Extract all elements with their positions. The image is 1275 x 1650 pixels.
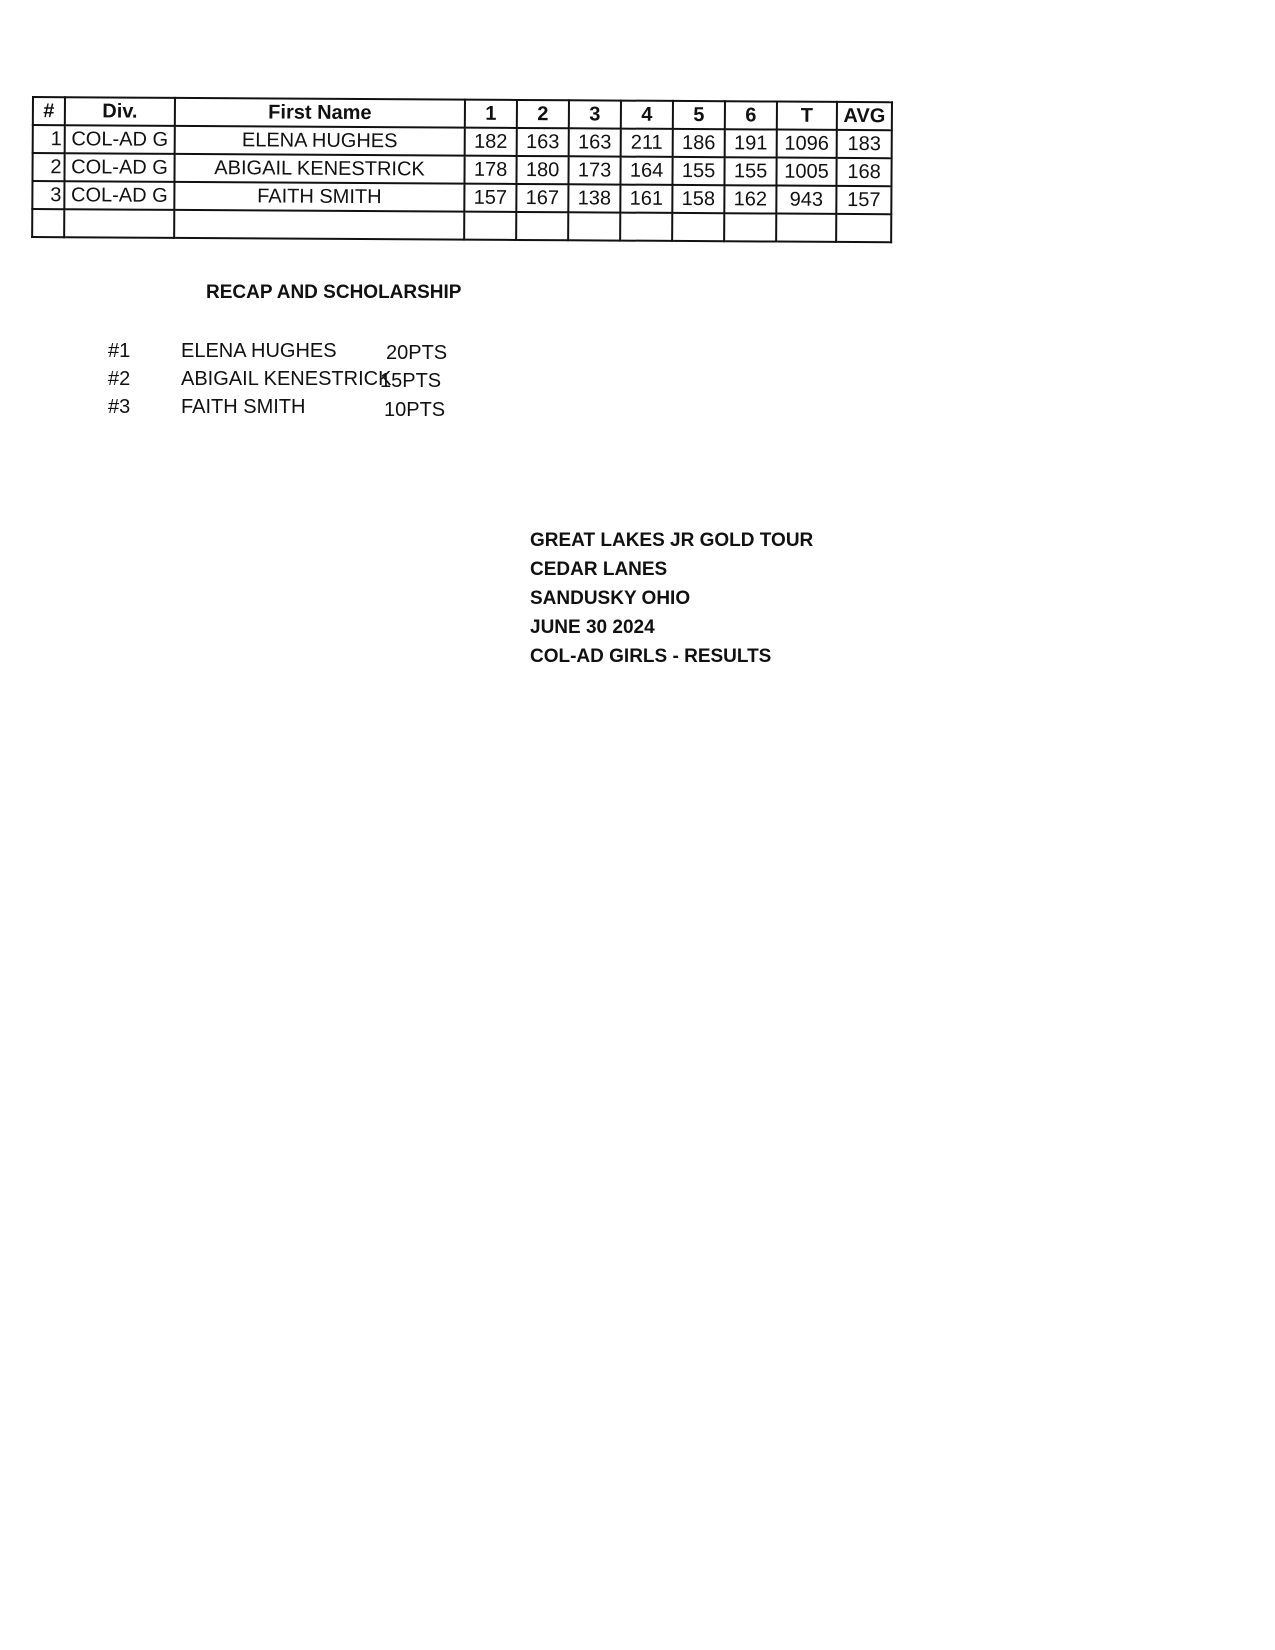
- cell-game-5: 158: [672, 185, 724, 213]
- cell-rank: 2: [32, 153, 64, 181]
- cell-empty: [724, 213, 776, 241]
- header-game-3: 3: [569, 100, 621, 128]
- cell-average: 168: [836, 158, 891, 186]
- recap-points: 15PTS: [380, 370, 442, 392]
- cell-game-4: 161: [620, 185, 672, 213]
- cell-game-6: 162: [724, 185, 776, 213]
- cell-game-2: 163: [517, 128, 569, 156]
- header-total: T: [777, 102, 837, 130]
- recap-name: ELENA HUGHES: [181, 340, 337, 362]
- event-division-results: COL-AD GIRLS - RESULTS: [530, 646, 772, 667]
- header-first-name: First Name: [175, 98, 465, 128]
- header-game-1: 1: [465, 100, 517, 128]
- cell-game-3: 173: [568, 156, 620, 184]
- cell-empty: [620, 213, 672, 241]
- header-division: Div.: [65, 97, 175, 126]
- cell-rank: 1: [33, 125, 65, 153]
- cell-division: COL-AD G: [64, 181, 174, 210]
- cell-name: ELENA HUGHES: [175, 126, 465, 156]
- cell-empty: [64, 209, 174, 238]
- recap-name: FAITH SMITH: [181, 396, 306, 418]
- header-average: AVG: [837, 102, 892, 130]
- cell-game-1: 182: [465, 128, 517, 156]
- event-location: SANDUSKY OHIO: [530, 588, 691, 609]
- cell-total: 1096: [777, 130, 837, 158]
- cell-game-5: 155: [672, 157, 724, 185]
- cell-total: 1005: [776, 158, 836, 186]
- cell-game-2: 167: [516, 184, 568, 212]
- event-venue: CEDAR LANES: [530, 559, 668, 580]
- cell-game-1: 178: [464, 156, 516, 184]
- cell-game-3: 138: [568, 184, 620, 212]
- cell-rank: 3: [32, 181, 64, 209]
- cell-game-4: 164: [620, 157, 672, 185]
- cell-name: FAITH SMITH: [174, 182, 464, 212]
- recap-rank: #3: [108, 396, 131, 418]
- event-date: JUNE 30 2024: [530, 617, 655, 638]
- cell-division: COL-AD G: [64, 153, 174, 182]
- cell-empty: [464, 212, 516, 240]
- cell-game-3: 163: [569, 128, 621, 156]
- cell-empty: [568, 212, 620, 240]
- cell-name: ABIGAIL KENESTRICK: [174, 154, 464, 184]
- event-info: [530, 526, 813, 671]
- cell-game-4: 211: [621, 129, 673, 157]
- header-game-5: 5: [673, 101, 725, 129]
- table-row-empty: [32, 209, 891, 242]
- recap-points: 10PTS: [384, 399, 446, 421]
- cell-game-5: 186: [673, 129, 725, 157]
- recap-title: RECAP AND SCHOLARSHIP: [206, 282, 462, 303]
- cell-empty: [836, 214, 891, 242]
- results-table: [31, 96, 893, 243]
- cell-empty: [672, 213, 724, 241]
- header-game-4: 4: [621, 101, 673, 129]
- event-tour-name: GREAT LAKES JR GOLD TOUR: [530, 530, 814, 551]
- recap-name: ABIGAIL KENESTRICK: [181, 368, 392, 390]
- cell-empty: [174, 210, 464, 240]
- cell-average: 183: [837, 130, 892, 158]
- header-game-2: 2: [517, 100, 569, 128]
- header-game-6: 6: [725, 101, 777, 129]
- cell-empty: [776, 214, 836, 242]
- cell-game-6: 155: [724, 157, 776, 185]
- recap-points: 20PTS: [386, 342, 448, 364]
- cell-empty: [32, 209, 64, 237]
- cell-division: COL-AD G: [65, 125, 175, 154]
- cell-game-6: 191: [725, 129, 777, 157]
- recap-rank: #2: [108, 368, 131, 390]
- cell-empty: [516, 212, 568, 240]
- cell-average: 157: [836, 186, 891, 214]
- cell-game-2: 180: [516, 156, 568, 184]
- cell-game-1: 157: [464, 184, 516, 212]
- recap-rank: #1: [108, 340, 131, 362]
- header-rank: #: [33, 97, 65, 125]
- cell-total: 943: [776, 186, 836, 214]
